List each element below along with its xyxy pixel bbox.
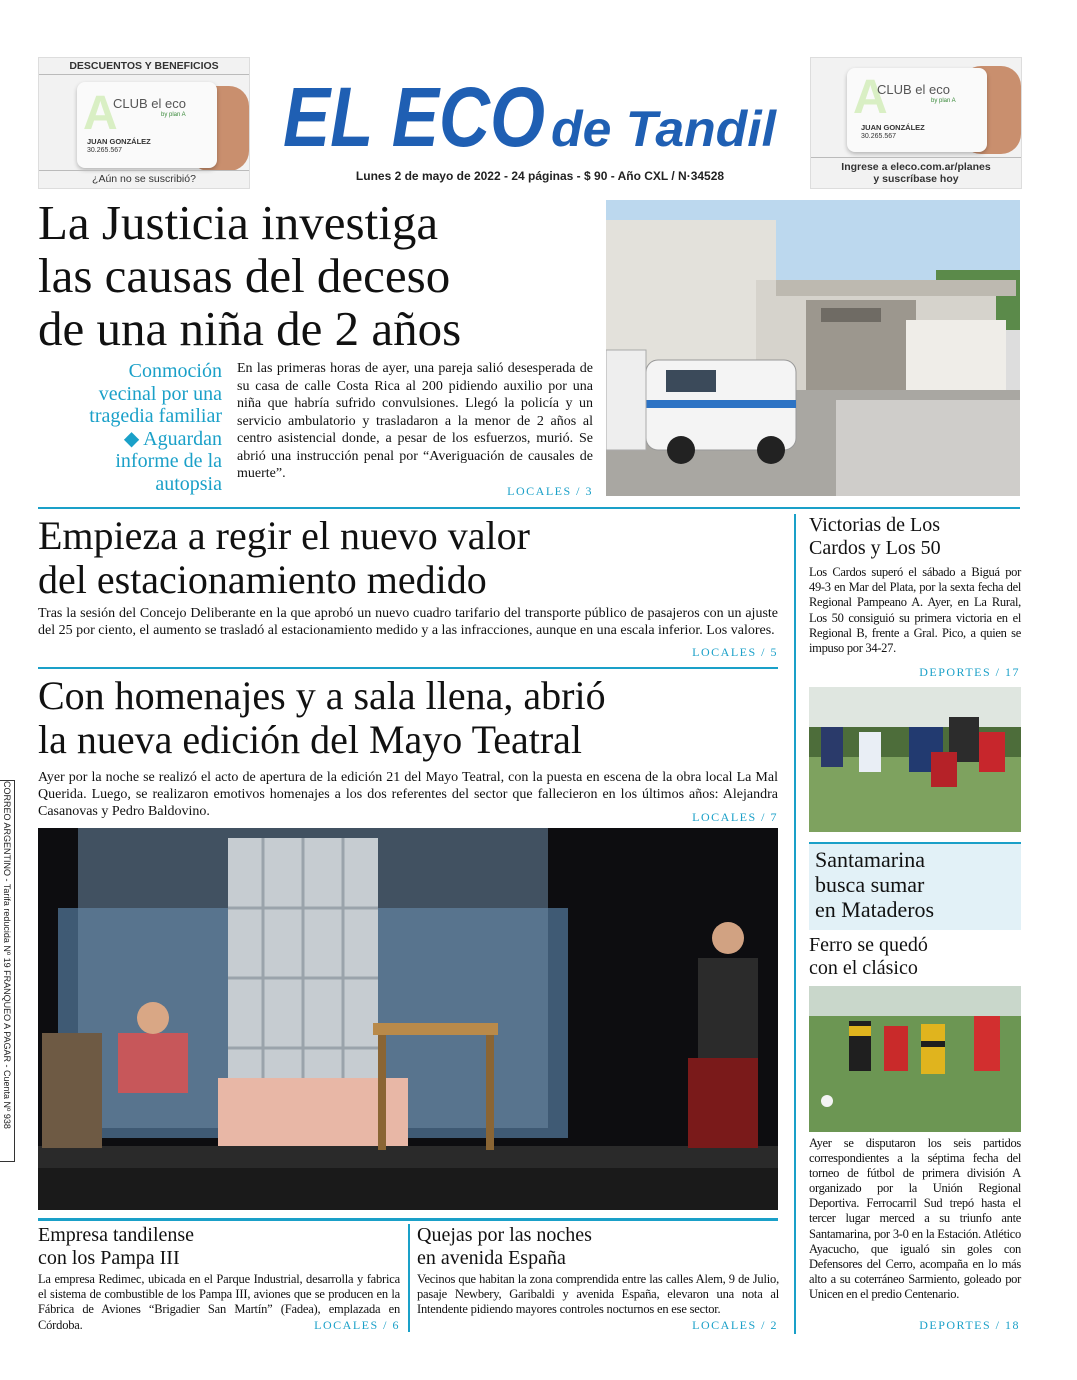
parking-headline-line-2: del estacionamiento medido — [38, 557, 487, 602]
promo-left-divider-bottom — [39, 170, 249, 171]
football-photo[interactable] — [809, 986, 1021, 1132]
masthead-title-sub: de Tandil — [551, 101, 778, 157]
theatre-headline[interactable] — [38, 674, 778, 762]
espana-body: Vecinos que habitan la zona comprendida entre las calles Alem, 9 de Julio, pasaje Newbery, Garibaldi y avenida España, elevaron una nota al Intendente pidiendo mayores controles nocturnos en ese sector. — [417, 1272, 779, 1317]
promo-right-bottom-label-2: y suscríbase hoy — [873, 173, 959, 185]
santamarina-headline-line-3: en Mataderos — [815, 897, 935, 922]
card-number-right: 30.265.567 — [861, 133, 897, 140]
postal-text: CORREO ARGENTINO - Tarifa reducida Nº 19 FRANQUEO A PAGAR - Cuenta Nº 938 — [2, 781, 12, 1129]
parking-headline-line-1: Empieza a regir el nuevo valor — [38, 513, 530, 558]
lead-body: En las primeras horas de ayer, una pareja salió desesperada de su casa de calle Costa Rica al 200 pidiendo auxilio por una niña que habría sufrido convulsiones. Llegó la policía y un servicio ambulatorio y trasladaron a la menor de 2 años al centro asistencial donde, a pesar de los esfuerzos, murió. Se abrió una instrucción penal por “Averiguación de causales de muerte”. — [237, 361, 593, 481]
card-sub: by plan A — [161, 112, 186, 118]
promo-left[interactable] — [38, 57, 250, 189]
lead-headline-line-1: La Justicia investiga — [38, 195, 439, 250]
promo-left-top-label: DESCUENTOS Y BENEFICIOS — [69, 60, 219, 72]
theatre-body: Ayer por la noche se realizó el acto de apertura de la edición 21 del Mayo Teatral, con la puesta en escena de la obra local La Mal Querida. Luego, se realizaron emotivos homenajes a los dos referentes del sector que fallecieron en los últimos años: Alejandra Casanovas y Pedro Baldovino. — [38, 770, 778, 819]
rugby-headline-line-1: Victorias de Los — [809, 514, 940, 536]
espana-headline-line-1: Quejas por las noches — [417, 1224, 592, 1246]
rugby-headline[interactable] — [809, 514, 1021, 560]
pampa-headline-line-2: con los Pampa III — [38, 1247, 180, 1269]
espana-headline-line-2: en avenida España — [417, 1247, 566, 1269]
santamarina-headline-line-2: busca sumar — [815, 872, 925, 897]
lead-headline-line-2: las causas del deceso — [38, 248, 451, 303]
ferro-headline-line-2: con el clásico — [809, 957, 918, 979]
card-name: JUAN GONZÁLEZ — [87, 137, 151, 146]
theatre-section-ref[interactable]: LOCALES / 7 — [692, 810, 778, 824]
santamarina-box[interactable] — [809, 844, 1021, 930]
ferro-headline-line-1: Ferro se quedó — [809, 934, 928, 956]
espana-section-ref[interactable]: LOCALES / 2 — [692, 1318, 778, 1332]
ferro-section-ref[interactable]: DEPORTES / 18 — [919, 1318, 1020, 1332]
pampa-headline-line-1: Empresa tandilense — [38, 1224, 195, 1246]
promo-right[interactable] — [810, 57, 1022, 189]
lead-kicker-line-1: Conmoción — [128, 360, 222, 382]
pampa-headline[interactable] — [38, 1224, 398, 1270]
rugby-photo[interactable] — [809, 687, 1021, 832]
hospital-photo-art — [606, 200, 1020, 496]
card-brand-right: CLUB el eco — [877, 82, 950, 97]
lead-kicker-line-2: vecinal por una — [98, 382, 222, 405]
rule-lead — [38, 507, 1020, 509]
pampa-body: La empresa Redimec, ubicada en el Parque Industrial, desarrolla y fabrica el sistema de combustible de los Pampa III, aviones que se producen en la Fábrica de Aviones “Brigadier San Martín” (Fadea), emplazada en Córdoba. — [38, 1272, 400, 1332]
edition-line: Lunes 2 de mayo de 2022 - 24 páginas - $ 90 - Año CXL / N·34528 — [355, 169, 725, 183]
card-name-right: JUAN GONZÁLEZ — [861, 123, 925, 132]
rule-theatre-bottom — [38, 1218, 778, 1221]
football-photo-art — [809, 986, 1021, 1132]
postal-box — [0, 780, 15, 1162]
parking-body: Tras la sesión del Concejo Deliberante en la que aprobó un nuevo cuadro tarifario del transporte público de pasajeros con un ajuste del 25 por ciento, el aumento se trasladó al estacionamiento medido y a las infracciones, aunque en una escala inferior. Los valores. — [38, 606, 778, 638]
card-brand: CLUB el eco — [113, 96, 186, 111]
rule-right-column — [794, 514, 796, 1334]
theatre-photo-art — [38, 828, 778, 1210]
lead-section-ref[interactable]: LOCALES / 3 — [507, 484, 593, 498]
promo-left-divider — [39, 74, 249, 75]
lead-kicker-line-3: tragedia familiar — [89, 405, 222, 427]
rugby-section-ref[interactable]: DEPORTES / 17 — [919, 665, 1020, 679]
lead-kicker-line-4: ◆ Aguardan — [123, 427, 222, 450]
rule-bottom-vertical — [408, 1224, 410, 1332]
card-watermark: A — [83, 87, 118, 140]
club-card — [77, 82, 217, 168]
santamarina-headline-line-1: Santamarina — [815, 847, 925, 872]
theatre-photo[interactable] — [38, 828, 778, 1210]
card-number: 30.265.567 — [87, 147, 123, 154]
rule-parking — [38, 667, 778, 669]
masthead-logo[interactable] — [283, 74, 778, 160]
rugby-headline-line-2: Cardos y Los 50 — [809, 537, 941, 559]
hospital-photo[interactable] — [606, 200, 1020, 496]
rugby-body: Los Cardos superó el sábado a Biguá por 49-3 en Mar del Plata, por la sexta fecha del Regional Pampeano A. Ayer, en La Rural, Los 50 consiguió su primera victoria en el Regional B, frente a Gral. Pico, a quien se impuso por 34-27. — [809, 565, 1021, 656]
lead-kicker — [50, 360, 222, 495]
lead-kicker-line-5: informe de la — [115, 450, 222, 472]
promo-right-bottom-label-1: Ingrese a eleco.com.ar/planes — [841, 161, 991, 173]
theatre-headline-line-1: Con homenajes y a sala llena, abrió — [38, 673, 606, 718]
lead-kicker-line-6: autopsia — [155, 472, 222, 495]
rugby-photo-art — [809, 687, 1021, 832]
theatre-headline-line-2: la nueva edición del Mayo Teatral — [38, 717, 583, 762]
espana-headline[interactable] — [417, 1224, 777, 1270]
promo-left-bottom-label: ¿Aún no se suscribió? — [92, 173, 196, 185]
ferro-body: Ayer se disputaron los seis partidos correspondientes a la séptima fecha del torneo de fútbol de primera división A organizado por la Unión Regional Deportiva. Ferrocarril Sud trepó hasta el tercer lugar merced a su triunfo ante Santamarina, por 3-0 en la Estación. Atlético Ayacucho, que igualó sin goles con Defensores del Cerro, acompaña en lo más alto a su coterráneo Sarmiento, goleado por Unicen en el predio Centenario. — [809, 1136, 1021, 1301]
masthead-title-main: EL ECO — [283, 74, 545, 160]
club-card-right — [847, 68, 987, 152]
lead-headline[interactable] — [38, 196, 598, 355]
promo-right-divider — [811, 157, 1021, 158]
card-watermark-right: A — [853, 71, 888, 124]
card-sub-right: by plan A — [931, 98, 956, 104]
santamarina-headline — [815, 847, 934, 922]
lead-headline-line-3: de una niña de 2 años — [38, 301, 462, 356]
ferro-headline[interactable] — [809, 934, 1021, 980]
pampa-section-ref[interactable]: LOCALES / 6 — [314, 1318, 400, 1332]
parking-headline[interactable] — [38, 514, 778, 602]
parking-section-ref[interactable]: LOCALES / 5 — [692, 645, 778, 659]
